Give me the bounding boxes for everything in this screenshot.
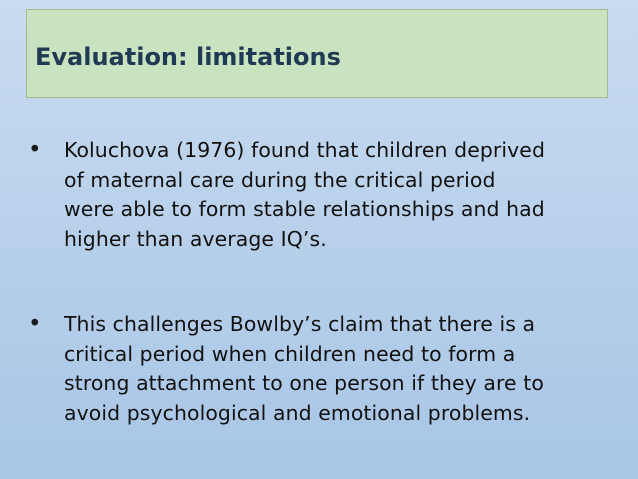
bullet-line: critical period when children need to form a [64,341,516,366]
title-box [26,9,608,98]
bullet-item [28,310,618,428]
bullet-line: were able to form stable relationships and had [64,197,545,221]
bullet-line: of maternal care during the critical period [64,167,496,192]
bullet-line: Koluchova (1976) found that children deprived [64,138,546,162]
bullet-point-icon: • [28,137,42,163]
bullet-item [28,136,618,254]
bullet-text [64,136,618,254]
bullet-line: strong attachment to one person if they are to [64,371,544,395]
bullet-line: This challenges Bowlby’s claim that there is a [64,312,536,336]
bullet-line: avoid psychological and emotional problems. [64,400,531,425]
bullet-point-icon: • [28,311,42,337]
bullet-text [64,310,618,428]
slide-title: Evaluation: limitations [35,42,341,71]
bullet-line: higher than average IQ’s. [64,226,327,251]
